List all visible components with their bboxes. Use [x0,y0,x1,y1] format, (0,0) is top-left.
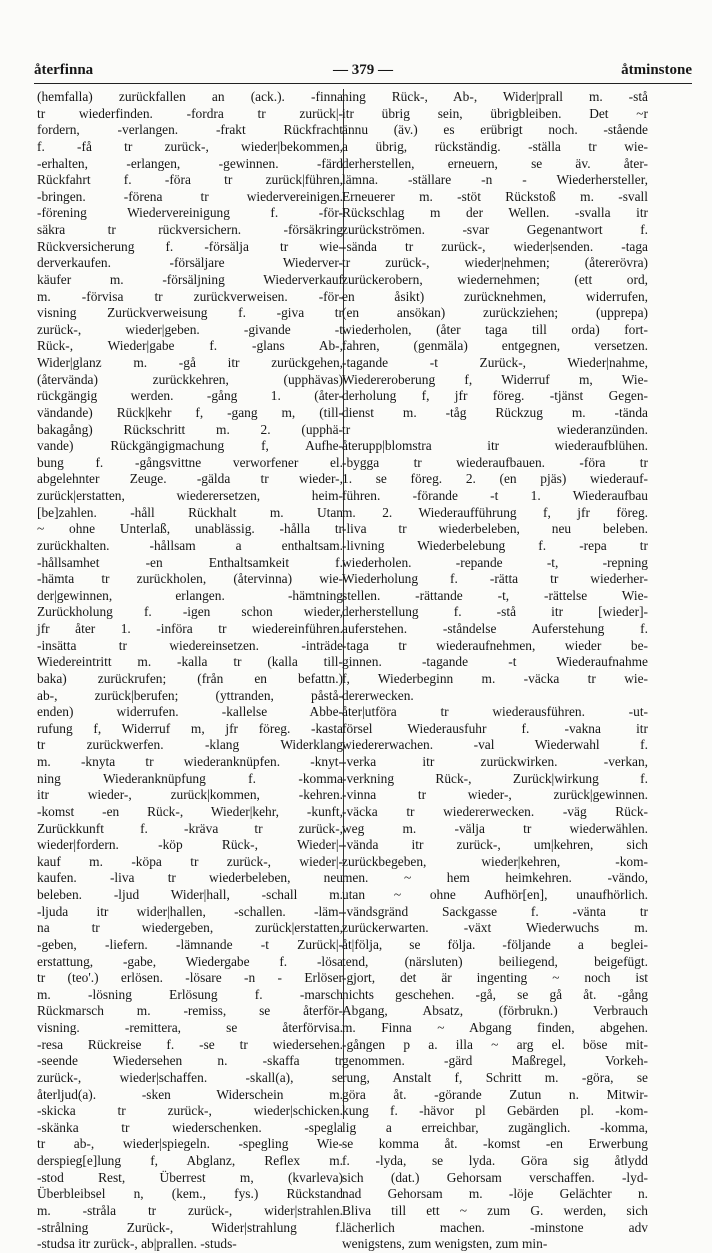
text-line: Bliva till ett ~ zum G. werden, sich [342,1202,648,1218]
text-line: rückgängig werden. -gång 1. (åter- [37,388,343,404]
text-line: fordern, -verlangen. -frakt Rückfracht [37,122,343,138]
page-header [34,58,692,84]
text-line: f, Wiederbeginn m. -väcka tr wie- [342,670,648,686]
text-line: genommen. -gärd Maßregel, Vorkeh- [342,1053,648,1069]
text-line: wenigstens, zum wenigsten, zum min- [342,1236,548,1252]
text-line: tr zurück-, wieder|nehmen; (återerövra) [342,255,648,271]
text-line: men. ~ hem heimkehren. -vändo, [342,870,648,886]
text-line: kauf m. -köpa tr zurück-, wieder|- [37,853,343,869]
text-line: derherstellen, erneuern, se äv. åter- [342,155,648,171]
text-line: se komma åt. -komst -en Erwerbung [342,1136,648,1152]
text-line: Rückschlag m der Wellen. -svalla itr [342,205,648,221]
text-line: -vinna tr wieder-, zurück|gewinnen. [342,787,648,803]
right-column [342,89,648,1252]
text-line: zurückströmen. -svar Gegenantwort f. [342,222,648,237]
text-line: erstattung, -gabe, Wiedergabe f. -lösa [37,953,343,969]
text-line: (en ansökan) zurückziehen; (upprepa) [342,305,648,321]
text-line: m. -förvisa tr zurückverweisen. -för- [37,288,343,304]
text-line: tend, (närsluten) beiliegend, beigefügt. [342,953,648,969]
text-line: wiederholen, (åter taga till orda) fort- [342,321,648,337]
text-line: (återvända) zurückkehren, (upphävas) [37,371,343,387]
text-line: na tr wiedergeben, zurück|erstatten, [37,920,343,936]
text-line: m. -knyta tr wiederanknüpfen. -knyt- [37,754,343,769]
text-line: -verkning Rück-, Zurück|wirkung f. [342,770,648,786]
text-line: Abgang, Absatz, (förbrukn.) Verbrauch [342,1003,648,1019]
text-line: m. -lösning Erlösung f. -marsch [37,986,343,1002]
text-line: rufung f, Widerruf m, jfr föreg. -kasta [37,720,343,736]
text-line: åt|följa, se följa. -följande a beglei- [342,936,648,952]
text-line: Rückmarsch m. -remiss, se återför- [37,1003,343,1019]
text-line: -resa Rückreise f. -se tr wiedersehen. [37,1036,343,1052]
text-line: -ljuda itr wider|hallen, -schallen. -läm- [37,903,343,919]
text-line: -hållsamhet -en Enthaltsamkeit f. [37,554,343,570]
text-line: tr wiederfinden. -fordra tr zurück|- [37,105,343,121]
text-line: lächerlich machen. -minstone adv [342,1219,648,1235]
text-line: säkra tr rückversichern. -försäkring [37,222,343,237]
text-line: der|gewinnen, erlangen. -hämtning [37,587,343,603]
text-line: ning Rück-, Ab-, Wider|prall m. -stå [342,89,648,104]
text-line: -förening Wiedervereinigung f. -för- [37,205,343,221]
text-line: tr (teo'.) erlösen. -lösare -n - Erlöser [37,970,343,986]
text-line: -bygga tr wiederaufbauen. -föra tr [342,454,648,470]
text-line: f. -lyda, se lyda. Göra sig åtlydd [342,1153,648,1168]
text-line: Zurückholung f. -igen schon wieder, [37,604,343,620]
text-line: Erneuerer m. -stöt Rückstoß m. -svall [342,188,648,204]
text-line: tr wiederanzünden. [342,421,648,437]
text-line: ab-, zurück|berufen; (yttranden, påstå- [37,687,343,703]
header-left-guideword: återfinna [34,62,94,78]
text-line: abgelehnter Zeuge. -gälda tr wieder-, [37,471,343,487]
text-line: -liva tr wiederbeleben, neu beleben. [342,521,648,537]
text-line: zurück-, wieder|schaffen. -skall(a), se [37,1069,343,1085]
text-line: enden) widerrufen. -kallelse Abbe- [37,704,343,720]
text-line: -livning Wiederbelebung f. -repa tr [342,537,648,553]
text-line: bakagång) Rückschritt m. 2. (upphä- [37,421,343,437]
text-line: a übrig, rückständig. -ställa tr wie- [342,138,648,154]
text-line: wieder|fordern. -köp Rück-, Wieder|- [37,837,343,853]
text-line: -komst -en Rück-, Wieder|kehr, -kunft, [37,803,343,819]
text-line: derverkaufen. -försäljare Wiederver- [37,255,343,271]
text-line: tr zurückwerfen. -klang Widerklang [37,737,343,753]
text-line: -seende Wiedersehen n. -skaffa tr [37,1053,343,1069]
text-line: derherstellung f. -stå itr [wieder]- [342,604,648,620]
text-line: zurück|erstatten, wiederersetzen, heim- [37,488,343,503]
text-line: derspieg[e]lung f, Abglanz, Reflex m. [37,1153,343,1168]
text-line: -geben, -liefern. -lämnande -t Zurück|- [37,936,343,952]
text-line: -taga tr wiederaufnehmen, wieder be- [342,637,648,653]
text-line: -sända tr zurück-, wieder|senden. -taga [342,238,648,254]
text-line: itr übrig sein, übrigbleiben. Det ~r [342,105,648,121]
text-line: -stod Rest, Überrest m, (kvarleva) [37,1169,343,1185]
text-line: ~ ohne Unterlaß, unablässig. -hålla tr [37,521,343,537]
text-line: -hämta tr zurückholen, (återvinna) wie- [37,571,343,587]
text-line: baka) zurückrufen; (från en befattn.) [37,670,343,686]
text-line: återupp|blomstra itr wiederaufblühen. [342,438,648,454]
text-line: ginnen. -tagande -t Wiederaufnahme [342,654,648,670]
text-line: [be]zahlen. -håll Rückhalt m. Utan [37,504,343,520]
text-line: käufer m. -försäljning Wiederverkauf [37,271,343,287]
text-line: Zurückkunft f. -kräva tr zurück-, [37,820,343,836]
text-line: ning Wiederanknüpfung f. -komma [37,770,343,786]
text-line: Wiedereroberung f, Widerruf m, Wie- [342,371,648,387]
text-line: ännu (äv.) es erübrigt noch. -stående [342,122,648,138]
text-line: kaufen. -liva tr wiederbeleben, neu [37,870,343,886]
text-line: beleben. -ljud Wider|hall, -schall m. [37,887,343,902]
text-line: -gjort, det är ingenting ~ noch ist [342,970,648,986]
text-line: -verka itr zurückwirken. -verkan, [342,754,648,769]
text-line: -insätta tr wiedereinsetzen. -inträde [37,637,343,653]
text-line: dererwecken. [342,687,414,703]
text-line: återljud(a). -sken Widerschein m. [37,1086,343,1102]
text-line: tr ab-, wieder|spiegeln. -spegling Wie- [37,1136,343,1152]
text-line: auferstehen. -ståndelse Auferstehung f. [342,621,648,636]
text-line: zurückerobern, wiedernehmen; (ett ord, [342,271,648,287]
header-right-guideword: åtminstone [621,62,692,78]
text-line: nichts geschehen. -gå, se gå åt. -gång [342,986,648,1002]
text-line: Überbleibsel n, (kem., fys.) Rückstand [37,1186,343,1202]
header-rule [34,83,692,84]
text-line: Wiederholung f. -rätta tr wiederher- [342,571,648,587]
text-line: rung, Anstalt f, Schritt m. -göra, se [342,1069,648,1085]
text-line: wiederholen. -repande -t, -repning [342,554,648,570]
text-line: Wider|glanz m. -gå itr zurückgehen, [37,355,343,370]
text-line: zurück-, wieder|geben. -givande -t [37,321,343,337]
text-line: -tagande -t Zurück-, Wieder|nahme, [342,355,648,370]
text-line: -skicka tr zurück-, wieder|schicken. [37,1103,343,1119]
text-line: visning Zurückverweisung f. -giva tr [37,305,343,321]
text-line: bung f. -gångsvittne verworfener el. [37,454,343,470]
text-line: -gången p a. illa ~ arg el. böse mit- [342,1036,648,1052]
text-line: m. Finna ~ Abgang finden, abgehen. [342,1020,648,1035]
text-line: jfr åter 1. -införa tr wiedereinführen. [37,621,343,636]
text-line: zurückbegeben, wieder|kehren, -kom- [342,853,648,869]
text-line: -skänka tr wiederschenken. -spegla [37,1119,343,1135]
text-line: Rück-, Wieder|gabe f. -glans Ab-, [37,338,343,354]
text-line: Wiedereintritt m. -kalla tr (kalla till- [37,654,343,670]
text-line: m. 2. Wiederaufführung f, jfr föreg. [342,504,648,520]
text-line: kung f. -hävor pl Gebärden pl. -kom- [342,1103,648,1119]
text-line: visning. -remittera, se återförvisa. [37,1020,343,1035]
text-line: Rückversicherung f. -försälja tr wie- [37,238,343,254]
text-line: lig a erreichbar, zugänglich. -komma, [342,1119,648,1135]
text-line: Rückfahrt f. -föra tr zurück|führen, [37,172,343,188]
text-line: fahren, (genmäla) entgegnen, versetzen. [342,338,648,354]
text-line: derholung f, jfr föreg. -tjänst Gegen- [342,388,648,404]
text-line: -väcka tr wiedererwecken. -väg Rück- [342,803,648,819]
text-line: -studsa itr zurück-, ab|prallen. -studs- [37,1236,237,1252]
text-line: wiedererwachen. -val Wiederwahl f. [342,737,648,753]
text-line: 1. se föreg. 2. (en pjäs) wiederauf- [342,471,648,487]
left-column [37,89,343,1252]
text-line: sich (dat.) Gehorsam verschaffen. -lyd- [342,1169,648,1185]
text-line: itr wieder-, zurück|kommen, -kehren. [37,787,343,803]
text-line: lämna. -ställare -n - Wiederhersteller, [342,172,648,188]
text-line: stellen. -rättande -t, -rättelse Wie- [342,587,648,603]
text-line: zurückerwarten. -växt Wiederwuchs m. [342,920,648,936]
page-number: — 379 — [333,62,393,78]
text-line: nad Gehorsam m. -löje Gelächter n. [342,1186,648,1202]
text-line: åter|utföra tr wiederausführen. -ut- [342,704,648,720]
text-line: -bringen. -förena tr wiedervereinigen. [37,188,343,204]
text-line: -erhalten, -erlangen, -gewinnen. -färd [37,155,343,171]
text-line: -vända itr zurück-, um|kehren, sich [342,837,648,853]
text-line: führen. -förande -t 1. Wiederaufbau [342,488,648,503]
text-line: dienst m. -tåg Rückzug m. -tända [342,404,648,420]
text-line: en åsikt) zurücknehmen, widerrufen, [342,288,648,304]
text-line: weg m. -välja tr wiederwählen. [342,820,648,836]
text-line: göra åt. -görande Zutun n. Mitwir- [342,1086,648,1102]
text-line: försel Wiederausfuhr f. -vakna itr [342,720,648,736]
text-line: (hemfalla) zurückfallen an (ack.). -finna [37,89,343,104]
text-line: vändande) Rück|kehr f, -gang m, (till- [37,404,343,420]
text-line: utan ~ ohne Aufhör[en], unaufhörlich. [342,887,648,902]
text-line: -vändsgränd Sackgasse f. -vänta tr [342,903,648,919]
text-line: f. -få tr zurück-, wieder|bekommen, [37,138,343,154]
text-line: vande) Rückgängigmachung f, Aufhe- [37,438,343,454]
text-line: zurückhalten. -hållsam a enthaltsam. [37,537,343,553]
text-line: -strålning Zurück-, Wider|strahlung f. [37,1219,343,1235]
text-line: m. -stråla tr zurück-, wider|strahlen. [37,1202,343,1218]
